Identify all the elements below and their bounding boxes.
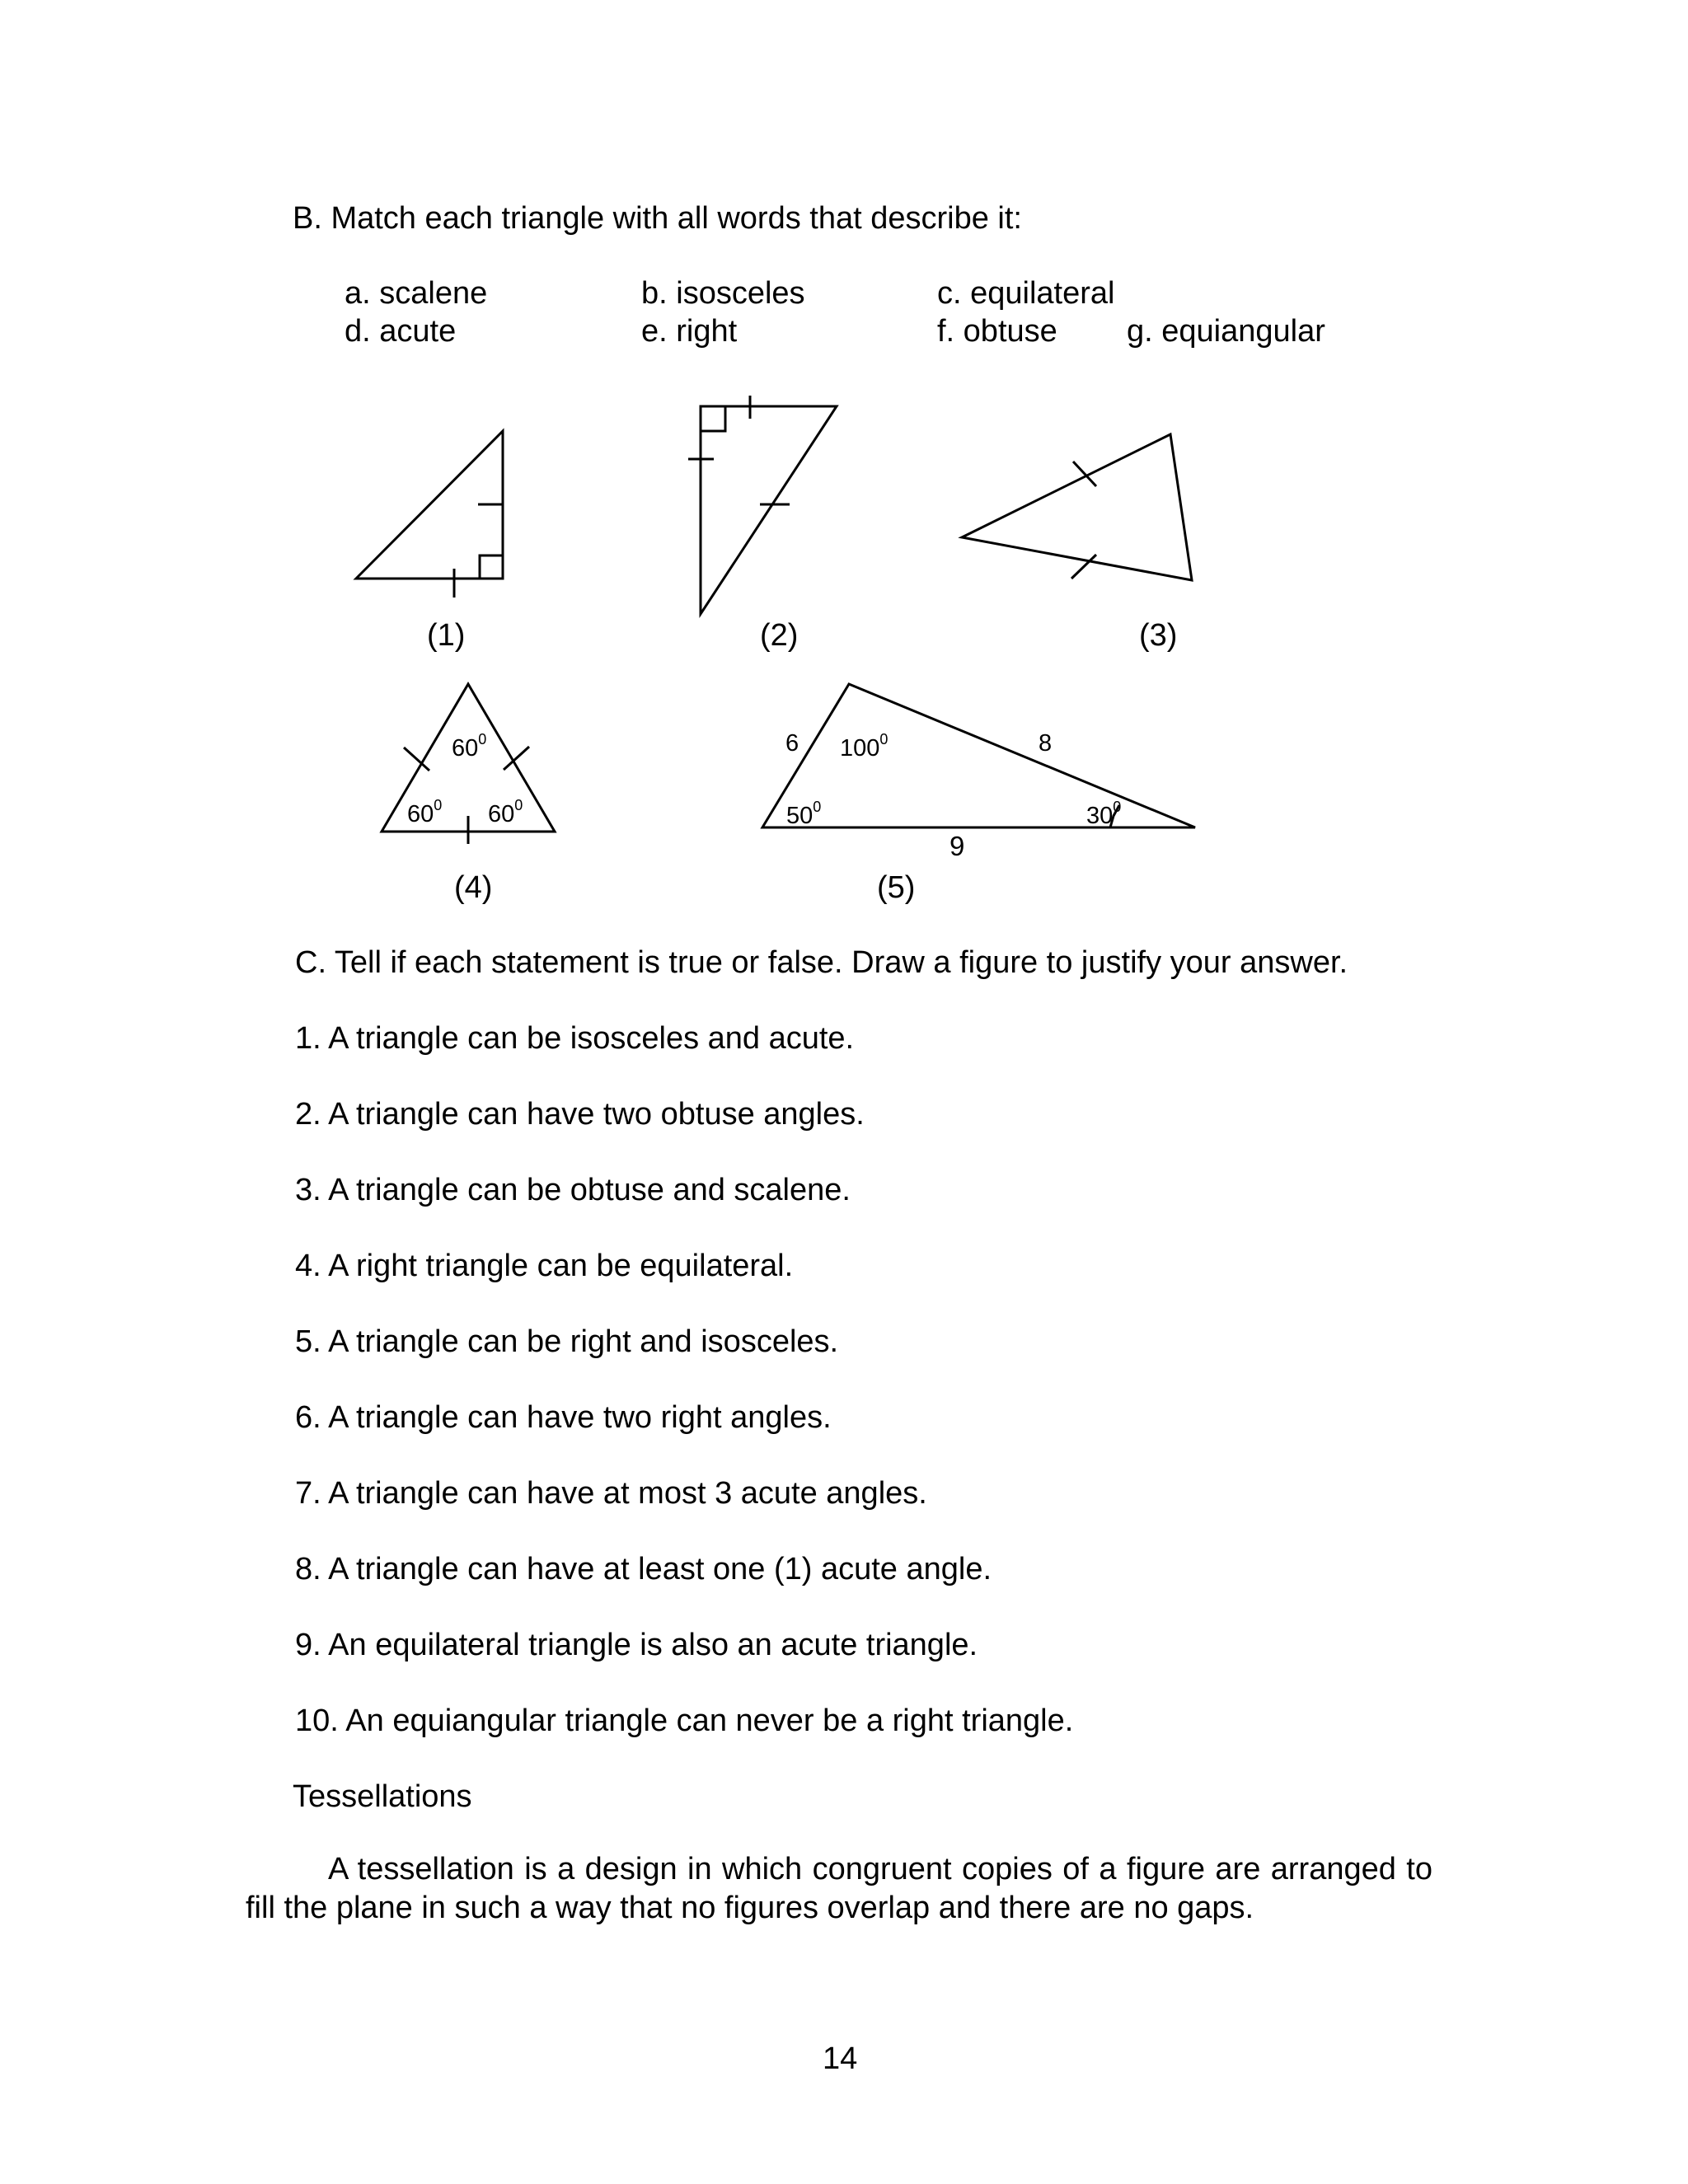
statement-7: 7. A triangle can have at most 3 acute angles. [295, 1476, 927, 1511]
option-obtuse: f. obtuse [937, 314, 1057, 349]
option-isosceles: b. isosceles [641, 276, 805, 311]
page-number: 14 [823, 2041, 858, 2076]
tessellations-paragraph: A tessellation is a design in which congruent copies of a figure are arranged to fill the plane in such a way that no figures overlap and there are no gaps. [246, 1852, 1432, 1925]
triangle-3 [962, 434, 1192, 580]
triangle-1 [356, 431, 503, 598]
statement-2: 2. A triangle can have two obtuse angles. [295, 1097, 865, 1132]
triangle-5-side-8: 8 [1039, 730, 1053, 757]
tessellations-heading: Tessellations [293, 1779, 472, 1814]
triangle-5-side-9: 9 [950, 831, 965, 861]
statement-8: 8. A triangle can have at least one (1) acute angle. [295, 1552, 992, 1586]
statement-9: 9. An equilateral triangle is also an acute triangle. [295, 1628, 978, 1662]
statement-1: 1. A triangle can be isosceles and acute. [295, 1021, 855, 1056]
figure-label-5: (5) [877, 870, 916, 905]
option-scalene: a. scalene [345, 276, 488, 311]
statement-5: 5. A triangle can be right and isosceles. [295, 1324, 839, 1359]
triangle-5 [762, 684, 1195, 827]
triangle-5-side-6: 6 [785, 730, 799, 757]
triangle-5-angle-30: $30^0$ [1086, 799, 1122, 829]
figure-label-4: (4) [454, 870, 493, 905]
option-right: e. right [641, 314, 738, 349]
triangle-4-angle-right: $60^0$ [488, 797, 523, 827]
figure-label-1: (1) [427, 618, 466, 653]
section-c-heading: C. Tell if each statement is true or false. Draw a figure to justify your answer. [295, 945, 1348, 980]
triangle-4-angle-left: $60^0$ [407, 797, 443, 827]
figure-label-2: (2) [760, 618, 799, 653]
option-equiangular: g. equiangular [1127, 314, 1325, 349]
triangle-4-angle-top: $60^0$ [452, 731, 487, 762]
triangle-5-angle-100: $100^0$ [840, 731, 889, 762]
triangle-2 [688, 396, 837, 614]
section-b-heading: B. Match each triangle with all words that describe it: [293, 201, 1022, 236]
statement-6: 6. A triangle can have two right angles. [295, 1400, 832, 1435]
figure-label-3: (3) [1139, 618, 1178, 653]
statement-3: 3. A triangle can be obtuse and scalene. [295, 1173, 851, 1207]
option-acute: d. acute [345, 314, 457, 349]
statement-4: 4. A right triangle can be equilateral. [295, 1249, 794, 1283]
triangle-5-angle-50: $50^0$ [786, 799, 822, 829]
statement-10: 10. An equiangular triangle can never be a right triangle. [295, 1704, 1074, 1738]
option-equilateral: c. equilateral [937, 276, 1115, 311]
